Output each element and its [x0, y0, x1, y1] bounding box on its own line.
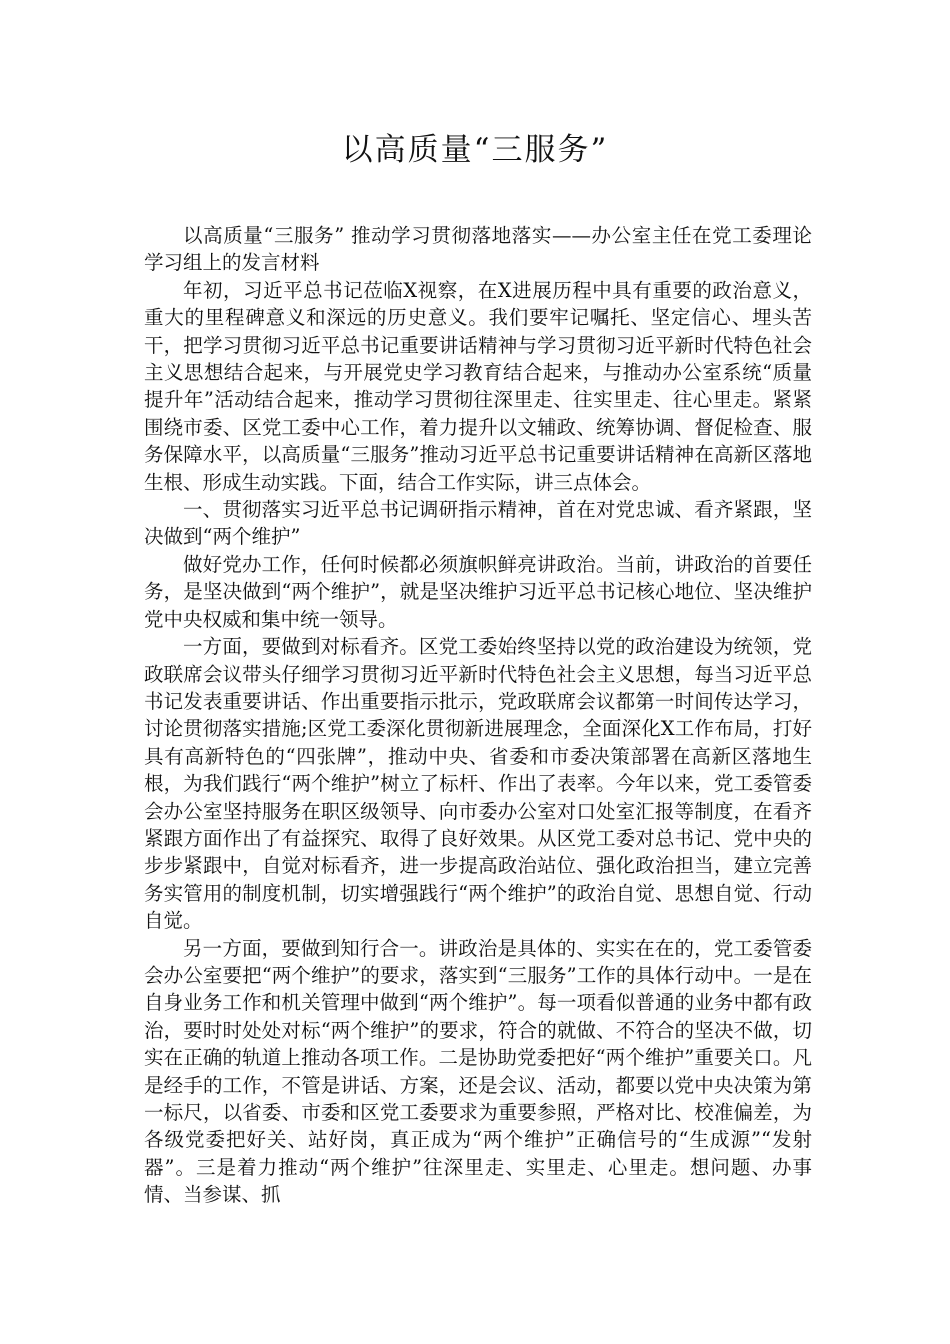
subtitle-paragraph: 以高质量“三服务” 推动学习贯彻落地落实——办公室主任在党工委理论学习组上的发言材料: [144, 224, 812, 275]
document-body: [144, 222, 812, 1209]
body-paragraph: 另一方面，要做到知行合一。讲政治是具体的、实实在在的，党工委管委会办公室要把“两个维护”的要求，落实到“三服务”工作的具体行动中。一是在自身业务工作和机关管理中做到“两个维护”。每一项看似普通的业务中都有政治，要时时处处对标“两个维护”的要求，符合的就做、不符合的坚决不做，切实在正确的轨道上推动各项工作。二是协助党委把好“两个维护”重要关口。凡是经手的工作，不管是讲话、方案，还是会议、活动，都要以党中央决策为第一标尺，以省委、市委和区党工委要求为重要参照，严格对比、校准偏差，为各级党委把好关、站好岗，真正成为“两个维护”正确信号的“生成源”“发射器”。三是着力推动“两个维护”往深里走、实里走、心里走。想问题、办事情、当参谋、抓: [144, 936, 812, 1207]
document-title: 以高质量“三服务”: [341, 132, 609, 168]
body-paragraph: 年初，习近平总书记莅临X视察，在X进展历程中具有重要的政治意义，重大的里程碑意义和深远的历史意义。我们要牢记嘱托、坚定信心、埋头苦干，把学习贯彻习近平总书记重要讲话精神与学习贯彻习近平新时代特色社会主义思想结合起来，与开展党史学习教育结合起来，与推动办公室系统“质量提升年”活动结合起来，推动学习贯彻往深里走、往实里走、往心里走。紧紧围绕市委、区党工委中心工作，着力提升以文辅政、统筹协调、督促检查、服务保障水平，以高质量“三服务”推动习近平总书记重要讲话精神在高新区落地生根、形成生动实践。下面，结合工作实际，讲三点体会。: [144, 278, 812, 494]
body-paragraph: 一方面，要做到对标看齐。区党工委始终坚持以党的政治建设为统领，党政联席会议带头仔细学习贯彻习近平新时代特色社会主义思想，每当习近平总书记发表重要讲话、作出重要指示批示，党政联席会议都第一时间传达学习，讨论贯彻落实措施;区党工委深化贯彻新进展理念，全面深化X工作布局，打好具有高新特色的“四张牌”，推动中央、省委和市委决策部署在高新区落地生根，为我们践行“两个维护”树立了标杆、作出了表率。今年以来，党工委管委会办公室坚持服务在职区级领导、向市委办公室对口处室汇报等制度，在看齐紧跟方面作出了有益探究、取得了良好效果。从区党工委对总书记、党中央的步步紧跟中，自觉对标看齐，进一步提高政治站位、强化政治担当，建立完善务实管用的制度机制，切实增强践行“两个维护”的政治自觉、思想自觉、行动自觉。: [144, 635, 812, 933]
body-paragraph: 做好党办工作，任何时候都必须旗帜鲜亮讲政治。当前，讲政治的首要任务，是坚决做到“两个维护”，就是坚决维护习近平总书记核心地位、坚决维护党中央权威和集中统一领导。: [144, 552, 812, 631]
section-heading: 一、贯彻落实习近平总书记调研指示精神，首在对党忠诚、看齐紧跟，坚决做到“两个维护”: [144, 498, 812, 549]
